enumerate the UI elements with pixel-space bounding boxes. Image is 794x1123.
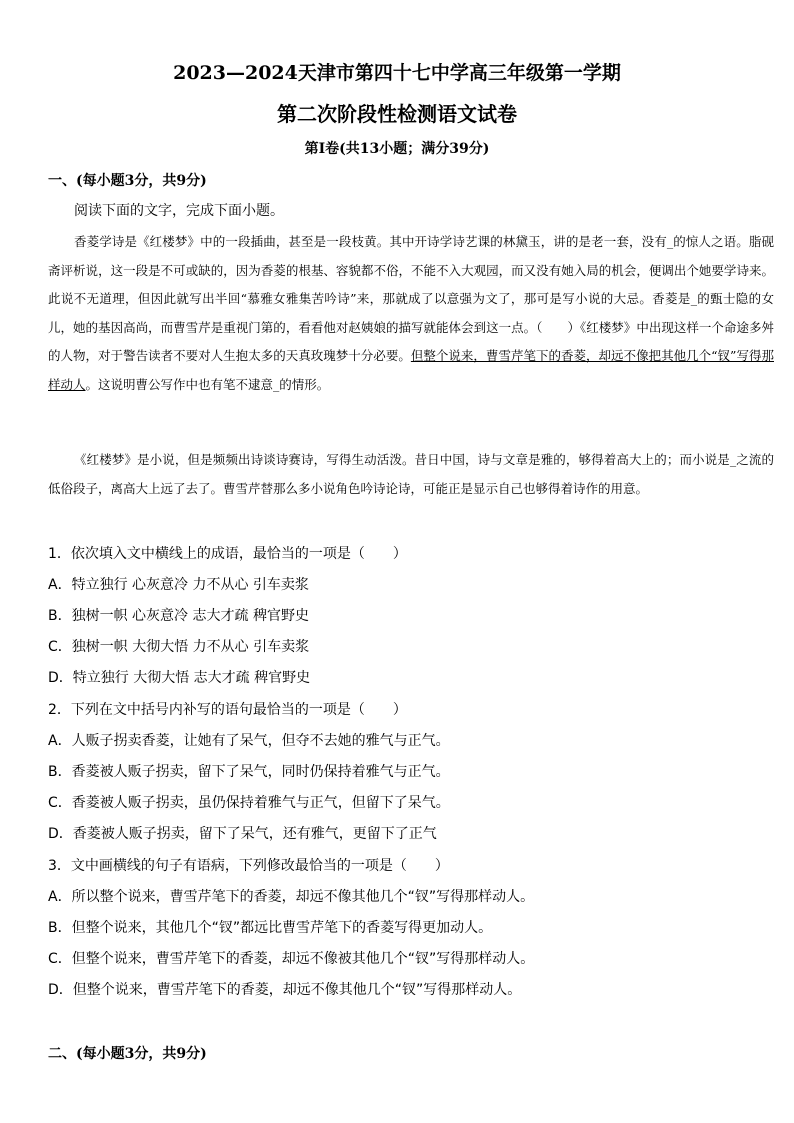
question-1-option-a: A．特立独行 心灰意冷 力不从心 引车卖浆: [48, 577, 309, 593]
question-3-stem: 3．文中画横线的句子有语病，下列修改最恰当的一项是（ ）: [48, 858, 449, 874]
passage1-text-a: 香菱学诗是《红楼梦》中的一段插曲，甚至是一段枝黄。其中开诗学诗艺课的林黛玉，讲的是老一套，没有_的惊人之语。脂砚斋评析说，这一段是不可或缺的，因为香菱的根基、容貌都不俗，不能不入大观园，而又没有她入局的机会，便调出个她要学诗来。此说不无道理，但因此就写出半回“慕雅女雅集苦吟诗”来，那就成了以意强为文了，那可是写小说的大忌。香菱是_的甄士隐的女儿，她的基因高尚，而曹雪芹是重视门第的，看看他对赵姨娘的描写就能体会到这一点。（ ）《红楼梦》中出现这样一个命途多舛的人物，对于警告读者不要对人生抱太多的天真玫瑰梦十分必要。: [48, 234, 774, 364]
question-2-option-d: D．香菱被人贩子拐卖，留下了呆气，还有雅气，更留下了正气: [48, 826, 437, 842]
passage-paragraph-2: 《红楼梦》是小说，但是频频出诗谈诗赛诗，写得生动活泼。昔日中国，诗与文章是雅的，够得着高大上的；而小说是_之流的低俗段子，离高大上远了去了。曹雪芹替那么多小说角色吟诗论诗，可能正是显示自己也够得着诗作的用意。: [48, 452, 774, 496]
question-2-option-a: A．人贩子拐卖香菱，让她有了呆气，但夺不去她的雅气与正气。: [48, 733, 450, 749]
question-1-option-c: C．独树一帜 大彻大悟 力不从心 引车卖浆: [48, 639, 310, 655]
question-2-stem: 2．下列在文中括号内补写的语句最恰当的一项是（ ）: [48, 702, 407, 718]
question-3-option-d: D．但整个说来，曹雪芹笔下的香菱，却远不像其他几个“钗”写得那样动人。: [48, 982, 522, 998]
question-3-option-c: C．但整个说来，曹雪芹笔下的香菱，却远不像被其他几个“钗”写得那样动人。: [48, 951, 535, 967]
section1-instruction: 阅读下面的文字，完成下面小题。: [74, 203, 284, 219]
section2-heading: 二、(每小题3分，共9分): [48, 1046, 207, 1062]
question-1-stem: 1．依次填入文中横线上的成语，最恰当的一项是（ ）: [48, 546, 407, 562]
question-2-option-b: B．香菱被人贩子拐卖，留下了呆气，同时仍保持着雅气与正气。: [48, 764, 450, 780]
exam-title-line1: 2023—2024天津市第四十七中学高三年级第一学期: [173, 62, 621, 84]
question-1-option-d: D．特立独行 大彻大悟 志大才疏 稗官野史: [48, 670, 311, 686]
volume-info: 第Ⅰ卷(共13小题；满分39分): [304, 141, 490, 157]
underlined-sentence: 但整个说来，曹雪芹笔下的香菱，却远不像把其他几个“钗”写得那样动人: [48, 348, 774, 392]
question-1-option-b: B．独树一帜 心灰意冷 志大才疏 稗官野史: [48, 608, 309, 624]
question-3-option-a: A．所以整个说来，曹雪芹笔下的香菱，却远不像其他几个“钗”写得那样动人。: [48, 889, 535, 905]
question-3-option-b: B．但整个说来，其他几个“钗”都远比曹雪芹笔下的香菱写得更加动人。: [48, 920, 493, 936]
question-2-option-c: C．香菱被人贩子拐卖，虽仍保持着雅气与正气，但留下了呆气。: [48, 795, 450, 811]
passage1-text-b: 。这说明曹公写作中也有笔不逮意_的情形。: [85, 376, 330, 392]
passage-paragraph-1: [48, 228, 774, 400]
section1-heading: 一、(每小题3分，共9分): [48, 173, 207, 189]
exam-title-line2: 第二次阶段性检测语文试卷: [277, 102, 517, 126]
